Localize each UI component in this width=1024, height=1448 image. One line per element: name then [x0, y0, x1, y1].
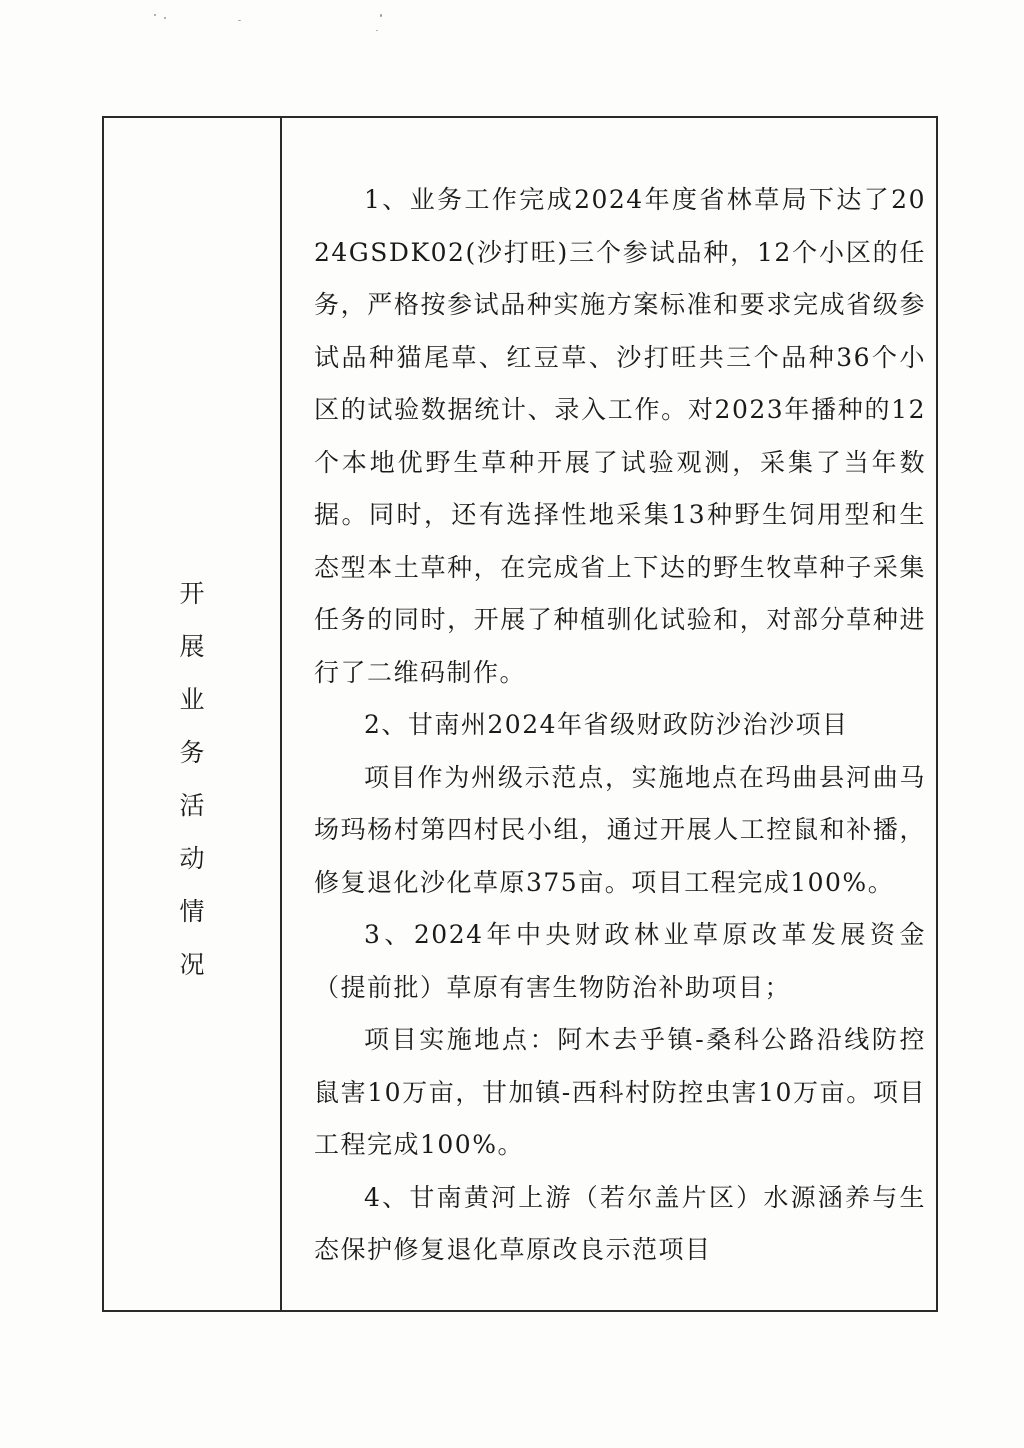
section-label-char: 情 [179, 897, 205, 926]
section-label [179, 567, 204, 991]
section-label-char: 活 [179, 791, 205, 820]
paragraph-item-4-heading: 4、甘南黄河上游（若尔盖片区）水源涵养与生态保护修复退化草原改良示范项目 [314, 1182, 926, 1264]
section-label-char: 况 [179, 950, 205, 979]
section-label-char: 开 [179, 579, 205, 608]
section-label-char: 动 [179, 844, 205, 873]
paragraph-item-2-body: 项目作为州级示范点，实施地点在玛曲县河曲马场玛杨村第四村民小组，通过开展人工控鼠和补播，修复退化沙化草原375亩。项目工程完成100%。 [314, 762, 926, 897]
scan-specks [150, 8, 390, 38]
section-label-char: 务 [179, 738, 205, 767]
section-label-char: 业 [179, 685, 205, 714]
paragraph-item-3-heading: 3、2024年中央财政林业草原改革发展资金（提前批）草原有害生物防治补助项目； [314, 920, 926, 1002]
paragraph-item-3-body: 项目实施地点：阿木去乎镇-桑科公路沿线防控鼠害10万亩，甘加镇-西科村防控虫害10万亩。项目工程完成100%。 [314, 1025, 926, 1159]
paragraph-item-2-heading: 2、甘南州2024年省级财政防沙治沙项目 [364, 710, 849, 739]
section-content-cell [282, 118, 936, 1310]
section-label-cell [104, 118, 282, 1310]
report-table [102, 116, 938, 1312]
section-label-char: 展 [179, 632, 205, 661]
paragraph-item-1: 1、业务工作完成2024年度省林草局下达了2024GSDK02(沙打旺)三个参试品种，12个小区的任务，严格按参试品种实施方案标准和要求完成省级参试品种猫尾草、红豆草、沙打旺共三个品种36个小区的试验数据统计、录入工作。对2023年播种的12个本地优野生草种开展了试验观测，采集了当年数据。同时，还有选择性地采集13种野生饲用型和生态型本土草种，在完成省上下达的野生牧草种子采集任务的同时，开展了种植驯化试验和，对部分草种进行了二维码制作。 [314, 185, 926, 687]
